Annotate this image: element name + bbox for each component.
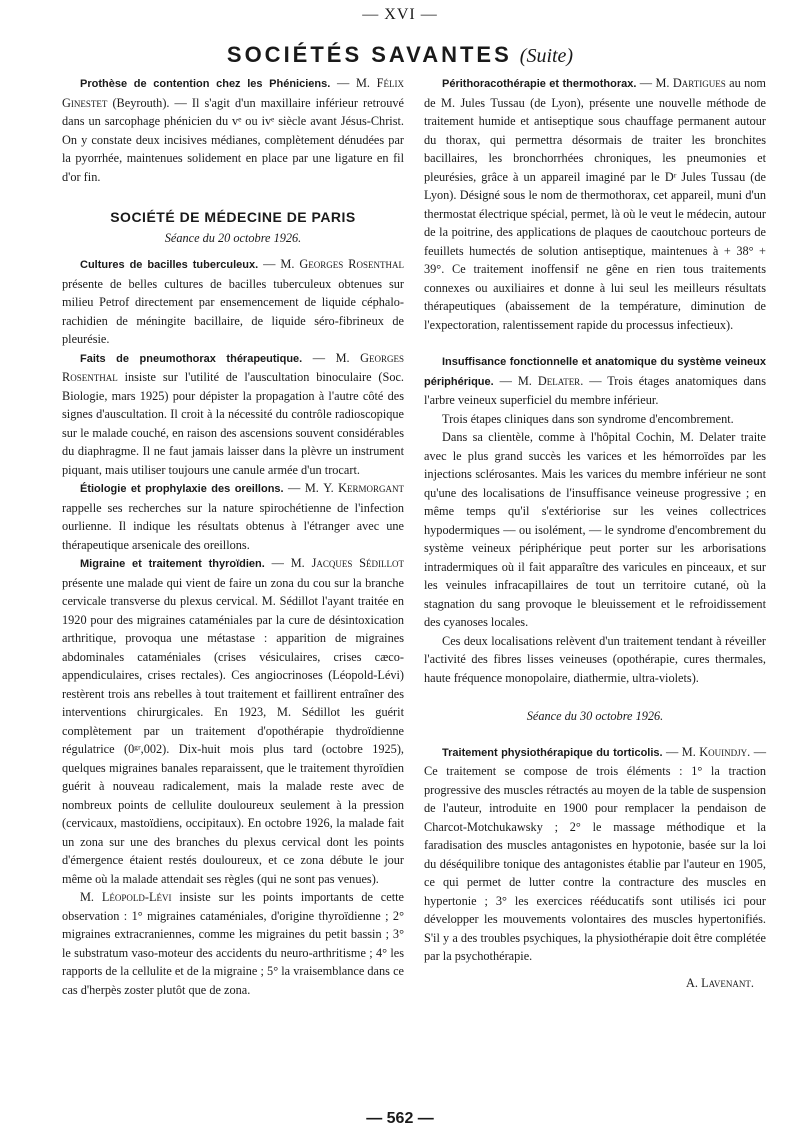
title-suite: (Suite) <box>519 45 574 67</box>
article-author: Kouindjy <box>699 744 748 759</box>
article-text: (Beyrouth). — Il s'agit d'un maxillaire inférieur retrouvé dans un sarcophage phénicien du vᵉ ou ivᵉ siècle avant Jésus-Christ. On y constate deux incisives médianes, complètement dénudées par la pyorrhée, maintenues solidement en place par une ligature en fil d'or fin. <box>62 95 405 184</box>
article-text: insiste sur l'utilité de l'auscultation binoculaire (Soc. Biologie, mars 1925) pour dépister la propagation à l'autre côté des signes d'auscultation. Il croit à la nécessité du contrôle radioscopique sur le malade couché, en raison des ascensions souvent considérables du diaphragme. Il ne faut jamais laisser dans la plèvre un instrument piquant, mais utiliser toujours une canule armée d'un trocart. <box>62 370 405 477</box>
article-author: Félix Ginestet <box>62 76 404 110</box>
article-text: rappelle ses recherches sur la nature spirochétienne de l'infection ourlienne. Il indique les résultats obtenus à l'étranger avec une thérapeutique arsenicale des oreillons. <box>62 500 404 552</box>
article-leopold-levi <box>62 888 404 999</box>
article-author: Y. Kermorgant <box>323 481 405 495</box>
article-author: Georges Rosenthal <box>299 257 404 271</box>
article-text: présente une malade qui vient de faire un zona du cou sur la branche cervicale transverse du plexus cervical. M. Sédillot l'ayant traitée en 1920 pour des migraines cataméniales par la cure de désintoxication arthritique, provoqua une métastase : apparition de migraines abdominales cataméniales (crises vésiculaires, crises cæco-appendiculaires, crises rectales). Ces angiocrinoses (Léopold-Lévi) restèrent trois ans rebelles à tout traitement et faillirent entraîner des interventions chirurgicales. En 1923, M. Sédillot les guérit complètement par un traitement d'opothérapie thydroïdienne régulatrice (0ᵍʳ,002). Dix-huit mois plus tard (octobre 1925), quelques migraines banales reparaissent, que le traitement thyroïdien guérit à nouveau radicalement, mais la malade reste avec de nombreux points de cellulite douloureux seulement à la pression (cervicaux, mastoïdiens, occipitaux). En octobre 1926, la malade fait un zona sur une des branches du plexus cervical dont les points d'émergence étaient restés douloureux, et ce zona débute le jour même où la malade attendait ses règles (qui ne sont pas venues). <box>62 575 404 886</box>
article-thermothorax: Périthoracothérapie et thermothorax. — M. Dartigues au nom de M. Jules Tussau (de Lyon), présente une nouvelle méthode de traitement humide et antiseptique sous chauffage permanent autour du thorax, qui permettra désormais de traiter les bronchites bacillaires, les bronchorrhées chroniques, les pneumonies et pleurésies, grâce à un appareil imaginé par le Dʳ Jules Tussau (de Lyon). Désigné sous le nom de thermothorax, cet appareil, muni d'un thermostat électrique spécial, permet, là où le veut le médecin, autour de la poitrine, des applications de plaques de caoutchouc porteurs de feuillets humectés de solution antiseptique, maintenues à + 38° + 39°. Ce traitement inoffensif ne gêne en rien tous traitements connexes ou auxiliaires et donne à lui seul les meilleurs résultats thérapeutiques (abaissement de la température, diminution de l'expectoration, ralentissement rapide du processus infectieux). <box>424 76 767 332</box>
seance-date: Séance du 30 octobre 1926. <box>526 709 664 723</box>
spacer <box>424 734 766 743</box>
article-title: Cultures de bacilles tuberculeux. <box>80 259 259 271</box>
article-cultures: Cultures de bacilles tuberculeux. — M. Georges Rosenthal présente de belles cultures de bacilles tuberculeux obtenues sur milieu Petrof directement par ensemencement de liquide céphalo-rachidien de méningite bacillaire, de liquide séro-fibrineux de pleurésie. <box>62 257 404 346</box>
page-number: — 562 — <box>366 1110 434 1127</box>
seance-date: Séance du 20 octobre 1926. <box>164 230 302 245</box>
left-column <box>62 74 404 999</box>
page-title <box>0 42 800 68</box>
title-text: SOCIÉTÉS SAVANTES <box>226 42 512 67</box>
paragraph-etapes: Trois étapes cliniques dans son syndrome d'encombrement. <box>442 411 734 426</box>
article-prothese: Prothèse de contention chez les Phéniciens. — M. Félix Ginestet (Beyrouth). — Il s'agit d'un maxillaire inférieur retrouvé dans un sarcophage phénicien du vᵉ ou ivᵉ siècle avant Jésus-Christ. On y constate deux incisives médianes, complètement dénudées par la pyorrhée, maintenues solidement en place par une ligature en fil d'or fin. <box>62 76 405 184</box>
paragraph-clientele: Dans sa clientèle, comme à l'hôpital Cochin, M. Delater traite avec le plus grand succès les varices et les hémorroïdes par les injections sclérosantes. Mais les varices du membre inférieur ne sont qu'une des localisations de l'insuffisance veineuse progressive ; en même temps qu'il s'extériorise sur les veines collectrices hypodermiques — ou isolément, — le syndrome d'encombrement du système veineux périphérique peut porter sur les arborisations intradermiques où il fait apparaître des varicules en pinceaux, et sur les veinules infracapillaires de tout un territoire cutané, où la stagnation du sang provoque le bleuissement et le refroidissement des cyanoses locales. <box>424 430 766 629</box>
article-author: Georges Rosenthal <box>62 350 404 384</box>
spacer <box>424 687 766 705</box>
article-title: Insuffisance fonctionnelle et anatomique du système veineux périphérique. <box>424 356 766 388</box>
article-title: Migraine et traitement thyroïdien. <box>80 558 265 570</box>
article-text: présente de belles cultures de bacilles tuberculeux obtenues sur milieu Petrof directement par ensemencement de liquide céphalo-rachidien de méningite bacillaire, de liquide séro-fibrineux de pleurésie. <box>62 276 404 346</box>
article-text: insiste sur les points importants de cette observation : 1° migraines cataméniales, d'origine thyroïdienne ; 2° migraines extracraniennes, comme les migraines du petit bassin ; 3° le substratum vaso-moteur des accidents du neuro-arthritisme ; 4° les rapports de la cellulite et de la migraine ; 5° la vraisemblance dans ce cas d'herpès zoster plutôt que de zona. <box>62 890 404 997</box>
article-title: Traitement physiothérapique du torticolis. <box>442 746 663 759</box>
article-text: au nom de M. Jules Tussau (de Lyon), présente une nouvelle méthode de traitement humide et antiseptique sous chauffage permanent autour du thorax, qui permettra désormais de traiter les bronchites bacillaires, les bronchorrhées chroniques, les pneumonies et pleurésies, grâce à un appareil imaginé par le Dʳ Jules Tussau (de Lyon). Désigné sous le nom de thermothorax, cet appareil, muni d'un thermostat électrique spécial, permet, là où le veut le médecin, autour de la poitrine, des applications de plaques de caoutchouc porteurs de feuillets humectés de solution antiseptique, maintenues à + 38° + 39°. Ce traitement inoffensif ne gêne en rien tous traitements connexes ou auxiliaires et donne à lui seul les meilleurs résultats thérapeutiques (abaissement de la température, diminution de l'expectoration, ralentissement rapide du processus infectieux). <box>424 76 767 332</box>
article-torticolis: Traitement physiothérapique du torticolis. — M. Kouindjy. — Ce traitement se compose de trois éléments : 1° la traction progressive des muscles rétractés au moyen de la table de suspension de l'auteur, introduite en 1900 pour remplacer la pendaison de Charcot-Motchukawsky ; 2° le massage méthodique et la faradisation des muscles antagonistes en hypotonie, basée sur la loi du déséquilibre tonique des antagonistes établie par l'auteur en 1905, ce qui permet de lutter contre la contracture des muscles en hypertonie ; 3° les exercices rééducatifs sont utilisés ici pour développer les mouvements volontaires des muscles hypertonifiés. S'il y a des troubles psychiques, la physiothérapie doit être complétée par la psychothérapie. <box>424 744 767 963</box>
article-pneumothorax: Faits de pneumothorax thérapeutique. — M. Georges Rosenthal insiste sur l'utilité de l'auscultation binoculaire (Soc. Biologie, mars 1925) pour dépister la propagation à l'autre côté des signes d'auscultation. Il croit à la nécessité du contrôle radioscopique sur le malade couché, en raison des ascensions souvent considérables du diaphragme. Il ne faut jamais laisser dans la plèvre un instrument piquant, mais utiliser toujours une canule armée d'un trocart. <box>62 350 405 477</box>
article-text: — Ce traitement se compose de trois éléments : 1° la traction progressive des muscles rétractés au moyen de la table de suspension de l'auteur, introduite en 1900 pour remplacer la pendaison de Charcot-Motchukawsky ; 2° le massage méthodique et la faradisation des muscles antagonistes en hypotonie, basée sur la loi du déséquilibre tonique des antagonistes établie par l'auteur en 1905, ce qui permet de lutter contre la contracture des muscles en hypertonie ; 3° les exercices rééducatifs sont utilisés ici pour développer les mouvements volontaires des muscles hypertonifiés. S'il y a des troubles psychiques, la physiothérapie doit être complétée par la psychothérapie. <box>424 744 767 963</box>
signature: A. Lavenant. <box>686 975 754 990</box>
section-title: SOCIÉTÉ DE MÉDECINE DE PARIS <box>110 209 356 225</box>
article-title: Prothèse de contention chez les Phéniciens. <box>80 78 331 90</box>
article-migraine: Migraine et traitement thyroïdien. — M. Jacques Sédillot présente une malade qui vient de faire un zona du cou sur la branche cervicale transverse du plexus cervical. M. Sédillot l'ayant traitée en 1920 pour des migraines cataméniales par la cure de désintoxication arthritique, provoqua une métastase : apparition de migraines abdominales cataméniales (crises vésiculaires, crises cæco-appendiculaires, crises rectales). Ces angiocrinoses (Léopold-Lévi) restèrent trois ans rebelles à tout traitement et faillirent entraîner des interventions chirurgicales. En 1923, M. Sédillot les guérit complètement par un traitement d'opothérapie thydroïdienne régulatrice (0ᵍʳ,002). Dix-huit mois plus tard (octobre 1925), quelques migraines banales reparaissent, que le traitement thyroïdien guérit à nouveau radicalement, mais la malade reste avec de nombreux points de cellulite douloureux seulement à la pression (cervicaux, mastoïdiens, occipitaux). En octobre 1926, la malade fait un zona sur une des branches du plexus cervical dont les points d'émergence étaient restés douloureux, et ce zona débute le jour même où la malade attendait ses règles (qui ne sont pas venues). <box>62 556 404 886</box>
article-oreillons: Étiologie et prophylaxie des oreillons. — M. Y. Kermorgant rappelle ses recherches sur la nature spirochétienne de l'infection ourlienne. Il indique les résultats obtenus à l'étranger avec une thérapeutique arsenicale des oreillons. <box>62 481 405 552</box>
article-author: M. Léopold-Lévi <box>80 890 172 904</box>
article-title: Périthoracothérapie et thermothorax. <box>442 78 637 90</box>
article-title: Étiologie et prophylaxie des oreillons. <box>80 483 284 495</box>
article-author: Dartigues <box>672 76 726 90</box>
article-text: — Trois étages anatomiques dans l'arbre veineux superficiel du membre inférieur. <box>424 373 766 407</box>
paragraph-localisations: Ces deux localisations relèvent d'un traitement tendant à réveiller l'activité des fibres lisses veineuses (opothérapie, cures thermales, haute fréquence monopolaire, diathermie, ultra-violets). <box>424 633 766 685</box>
roman-page-number: — XVI — <box>362 6 438 23</box>
article-title: Faits de pneumothorax thérapeutique. <box>80 352 303 365</box>
article-insuffisance: Insuffisance fonctionnelle et anatomique du système veineux périphérique. — M. Delater. — Trois étages anatomiques dans l'arbre veineux superficiel du membre inférieur. <box>424 356 766 407</box>
article-author: Delater <box>537 373 581 388</box>
article-author: Jacques Sédillot <box>311 556 404 570</box>
right-column <box>424 74 766 992</box>
spacer <box>424 334 766 352</box>
